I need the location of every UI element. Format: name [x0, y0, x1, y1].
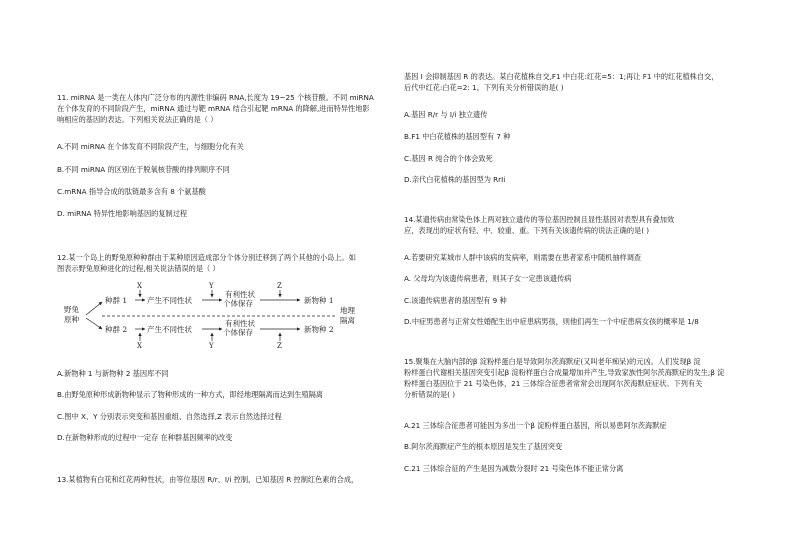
- question-12-stem-line-2: 图表示野兔原种进化的过程,相关说法错误的是（ ）: [57, 264, 220, 273]
- branch-arrow-1: [86, 302, 102, 315]
- variation-label-2: 产生不同性状: [147, 325, 192, 334]
- population-2-label: 种群 2: [105, 325, 128, 334]
- question-11-option-c: C.mRNA 指导合成的肽链最多含有 8 个氨基酸: [57, 187, 206, 196]
- question-14-stem-line-2: 应，表现出的症状有轻、中、较重、重。下列有关该遗传病的说法正确的是( ): [404, 226, 650, 235]
- question-15-stem-line-1: 15.聚集在大脑内部的β 淀粉样蛋白是导致阿尔茨海默症(又叫老年痴呆)的元凶。人们发现β 淀: [404, 357, 701, 366]
- x-label-bottom: X: [137, 342, 142, 348]
- question-11-stem-line-1: 11. miRNA 是一类在人体内广泛分布的内源性非编码 RNA,长度为 19~25 个核苷酸。不同 miRNA: [57, 93, 374, 102]
- question-14-option-c: C.该遗传病患者的基因型有 9 种: [404, 296, 507, 305]
- new-species-2-label: 新物种 2: [304, 325, 334, 334]
- question-15-option-a: A.21 三体综合征患者可能因为多出一个β 淀粉样蛋白基因，所以易患阿尔茨海默症: [404, 421, 667, 430]
- question-13-stem-line-1: 13.某植物有白花和红花两种性状，由等位基因 R/r、I/i 控制，已知基因 R 控制红色素的合成，: [57, 475, 359, 484]
- keep-label-2-line-2: 个体保存: [223, 328, 253, 337]
- population-1-label: 种群 1: [105, 296, 128, 305]
- z-label-bottom: Z: [277, 342, 282, 348]
- question-13-option-a: A.基因 R/r 与 I/i 独立遗传: [404, 110, 488, 119]
- question-13-continued: [404, 71, 749, 93]
- question-12-stem-line-1: 12.某一个岛上的野兔原种种群由于某种原因造成部分个体分别迁移到了两个其他的小岛上。如: [57, 253, 356, 262]
- isolation-label-line-1: 地理: [340, 306, 355, 315]
- origin-label-line-1: 野兔: [64, 305, 79, 314]
- question-12-option-c: C.图中 X、Y 分别表示突变和基因重组、自然选择,Z 表示自然选择过程: [57, 412, 282, 421]
- question-14-option-a: A.若要研究某城市人群中该病的发病率，则需要在患者家系中随机抽样调查: [404, 253, 642, 262]
- question-11-option-a: A.不同 miRNA 在个体发育不同阶段产生，与细胞分化有关: [57, 142, 244, 151]
- z-label-top: Z: [277, 282, 282, 290]
- speciation-diagram-svg: [62, 282, 387, 348]
- keep-label-2-line-1: 有利性状: [225, 319, 255, 328]
- question-11-option-b: B.不同 miRNA 的区别在于脱氧核苷酸的排列顺序不同: [57, 165, 230, 174]
- question-14-option-a2: A. 父母均为该遗传病患者，则其子女一定患该遗传病: [404, 274, 572, 283]
- variation-label-1: 产生不同性状: [147, 296, 192, 305]
- question-14-option-d: D.中症男患者与正常女性婚配生出中症患病男孩，则他们再生一个中症患病女孩的概率是 1/8: [404, 317, 699, 326]
- question-13-option-b: B.F1 中白花植株的基因型有 7 种: [404, 132, 511, 141]
- question-12-option-d: D.在新物种形成的过程中一定存 在种群基因频率的改变: [57, 433, 233, 442]
- question-11: [57, 92, 402, 125]
- question-15-stem-line-3: 粉样蛋白基因位于 21 号染色体，21 三体综合征患者常常会出现阿尔茨海默症症状。下列有关: [404, 379, 703, 388]
- question-13-cont-line-1: 基因 I 会抑制基因 R 的表达。某白花植株自交,F1 中白花:红花=5：1;再让 F1 中的红花植株自交，: [404, 72, 719, 81]
- branch-arrow-2: [86, 318, 102, 329]
- question-15-option-b: B.阿尔茨海默症产生的根本原因是发生了基因突变: [404, 442, 563, 451]
- question-12-option-b: B.由野兔原种形成新物种显示了物种形成的一种方式，即经地理隔离而达到生殖隔离: [57, 390, 323, 399]
- origin-label-line-2: 原种: [64, 315, 79, 324]
- question-15: [404, 356, 749, 400]
- y-label-bottom: Y: [209, 342, 214, 348]
- y-label-top: Y: [209, 282, 214, 290]
- question-11-stem-line-2: 在个体发育的不同阶段产生，miRNA 通过与靶 mRNA 结合引起靶 mRNA 的降解,进而特异性地影: [57, 104, 370, 113]
- question-15-stem-line-4: 分析错误的是( ): [404, 390, 456, 399]
- question-14-stem-line-1: 14.某遗传病由常染色体上两对独立遗传的等位基因控制且显性基因对表型具有叠加效: [404, 215, 675, 224]
- question-13: [57, 474, 402, 485]
- new-species-1-label: 新物种 1: [304, 296, 334, 305]
- question-12-option-a: A.新物种 1 与新物种 2 基因库不同: [57, 369, 169, 378]
- question-12: [57, 252, 402, 274]
- question-13-option-d: D.亲代白花植株的基因型为 RrIi: [404, 175, 506, 184]
- isolation-label-line-2: 隔离: [340, 316, 355, 325]
- question-13-option-c: C.基因 R 纯合的个体会致死: [404, 154, 493, 163]
- question-14: [404, 214, 749, 236]
- question-11-stem-line-3: 响相应的基因的表达。下列相关说法正确的是（ ）: [57, 115, 218, 124]
- keep-label-1-line-1: 有利性状: [225, 290, 255, 299]
- question-15-stem-line-2: 粉样蛋白代谢相关基因突变引起β 淀粉样蛋白合成量增加并产生,导致家族性阿尔茨海默症的发生;β 淀: [404, 368, 725, 377]
- question-13-cont-line-2: 后代中红花:白花=2: 1。下列有关分析错误的是( ): [404, 83, 564, 92]
- question-15-option-c: C.21 三体综合征的产生是因为减数分裂时 21 号染色体不能正常分离: [404, 464, 624, 473]
- keep-label-1-line-2: 个体保存: [223, 299, 253, 308]
- x-label-top: X: [137, 282, 142, 290]
- speciation-diagram: [62, 282, 387, 348]
- question-11-option-d: D. miRNA 特异性地影响基因的复制过程: [57, 209, 188, 218]
